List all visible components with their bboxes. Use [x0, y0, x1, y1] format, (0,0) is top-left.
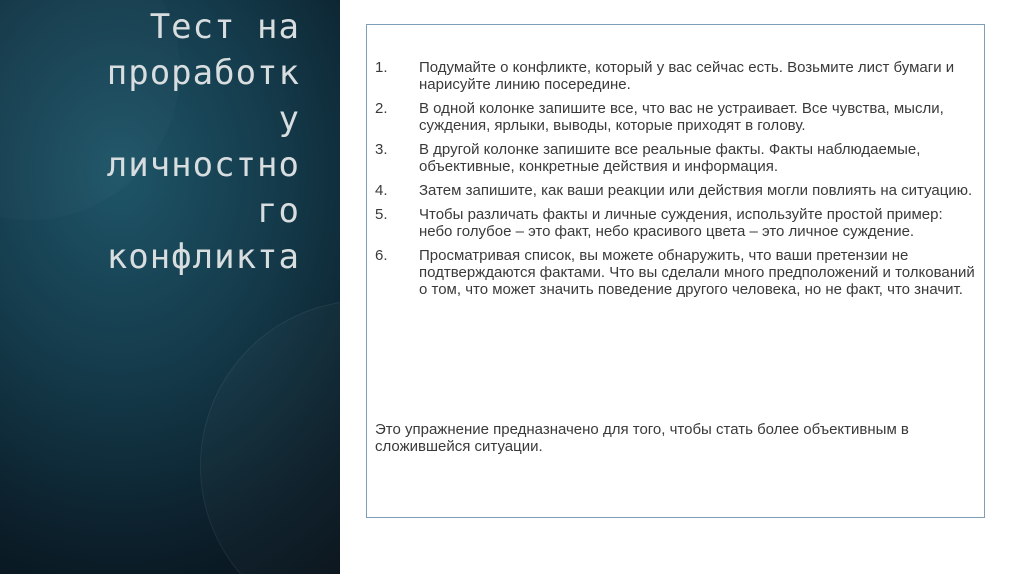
- step-text: Чтобы различать факты и личные суждения, используйте простой пример: небо голубое – это факт, небо красивого цвета – это личное суждение.: [419, 206, 943, 240]
- list-item: [375, 59, 975, 93]
- decorative-circle: [200, 300, 340, 574]
- step-number: 3.: [375, 141, 388, 158]
- title-line: проработк: [106, 53, 300, 93]
- content-box: [366, 24, 985, 518]
- title-line: личностно: [106, 145, 300, 185]
- conclusion-text: Это упражнение предназначено для того, чтобы стать более объективным в сложившейся ситуации.: [375, 421, 909, 455]
- title-line: у: [278, 99, 300, 139]
- slide-title: [20, 4, 300, 280]
- list-item: [375, 247, 975, 298]
- step-text: Затем запишите, как ваши реакции или действия могли повлиять на ситуацию.: [419, 182, 973, 199]
- step-number: 4.: [375, 182, 388, 199]
- list-item: [375, 182, 975, 199]
- step-number: 5.: [375, 206, 388, 223]
- list-item: [375, 100, 975, 134]
- title-line: Тест на: [149, 7, 300, 47]
- step-number: 2.: [375, 100, 388, 117]
- step-text: Подумайте о конфликте, который у вас сейчас есть. Возьмите лист бумаги и нарисуйте линию посередине.: [419, 59, 955, 93]
- steps-list: [375, 59, 975, 305]
- step-text: В одной колонке запишите все, что вас не устраивает. Все чувства, мысли, суждения, ярлыки, выводы, которые приходят в голову.: [419, 100, 944, 134]
- step-text: В другой колонке запишите все реальные факты. Факты наблюдаемые, объективные, конкретные действия и информация.: [419, 141, 921, 175]
- title-line: го: [257, 191, 300, 231]
- list-item: [375, 206, 975, 240]
- step-number: 6.: [375, 247, 388, 264]
- title-panel: [0, 0, 340, 574]
- list-item: [375, 141, 975, 175]
- step-text: Просматривая список, вы можете обнаружить, что ваши претензии не подтверждаются фактами. Что вы сделали много предположений и толкований о том, что может значить поведение другого человека, но не факт, что значит.: [419, 247, 975, 298]
- title-line: конфликта: [106, 237, 300, 277]
- step-number: 1.: [375, 59, 388, 76]
